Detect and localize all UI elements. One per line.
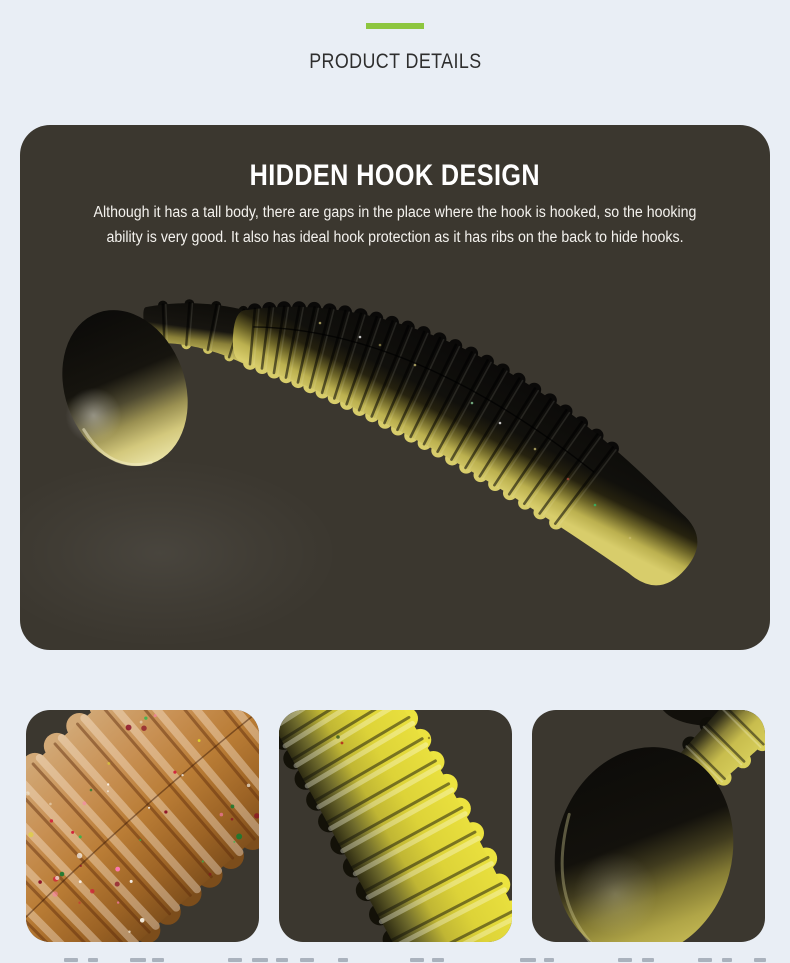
description-line-1: Although it has a tall body, there are gaps in the place where the hook is hooked, so the hooking (93, 204, 697, 221)
gallery-item-paddle-tail (532, 710, 765, 942)
description-line-2: ability is very good. It also has ideal hook protection as it has ribs on the back to hide hooks. (106, 228, 684, 246)
paddle-tail-photo (532, 710, 765, 942)
feature-card (20, 125, 770, 650)
cutoff-mark (276, 958, 288, 962)
cutoff-mark (544, 958, 554, 962)
lure-photo (20, 253, 770, 648)
next-section-cutoff (0, 958, 790, 963)
yellow-lure-photo (279, 710, 512, 942)
cutoff-mark (228, 958, 242, 962)
page-title (0, 50, 790, 74)
cutoff-mark (618, 958, 632, 962)
cutoff-mark (698, 958, 712, 962)
gallery-item-amber-lure (26, 710, 259, 942)
page-title-text: PRODUCT DETAILS (308, 50, 482, 73)
cutoff-mark (64, 958, 78, 962)
cutoff-mark (88, 958, 98, 962)
section-accent-bar (366, 23, 424, 29)
cutoff-mark (642, 958, 654, 962)
cutoff-mark (410, 958, 424, 962)
cutoff-mark (432, 958, 444, 962)
cutoff-mark (152, 958, 164, 962)
cutoff-mark (130, 958, 146, 962)
amber-lure-photo (26, 710, 259, 942)
cutoff-mark (520, 958, 536, 962)
cutoff-mark (252, 958, 268, 962)
feature-card-title: HIDDEN HOOK DESIGN (249, 159, 541, 192)
gallery-item-yellow-lure (279, 710, 512, 942)
cutoff-mark (754, 958, 766, 962)
feature-card-description (20, 201, 770, 250)
cutoff-mark (338, 958, 348, 962)
cutoff-mark (722, 958, 732, 962)
cutoff-mark (300, 958, 314, 962)
